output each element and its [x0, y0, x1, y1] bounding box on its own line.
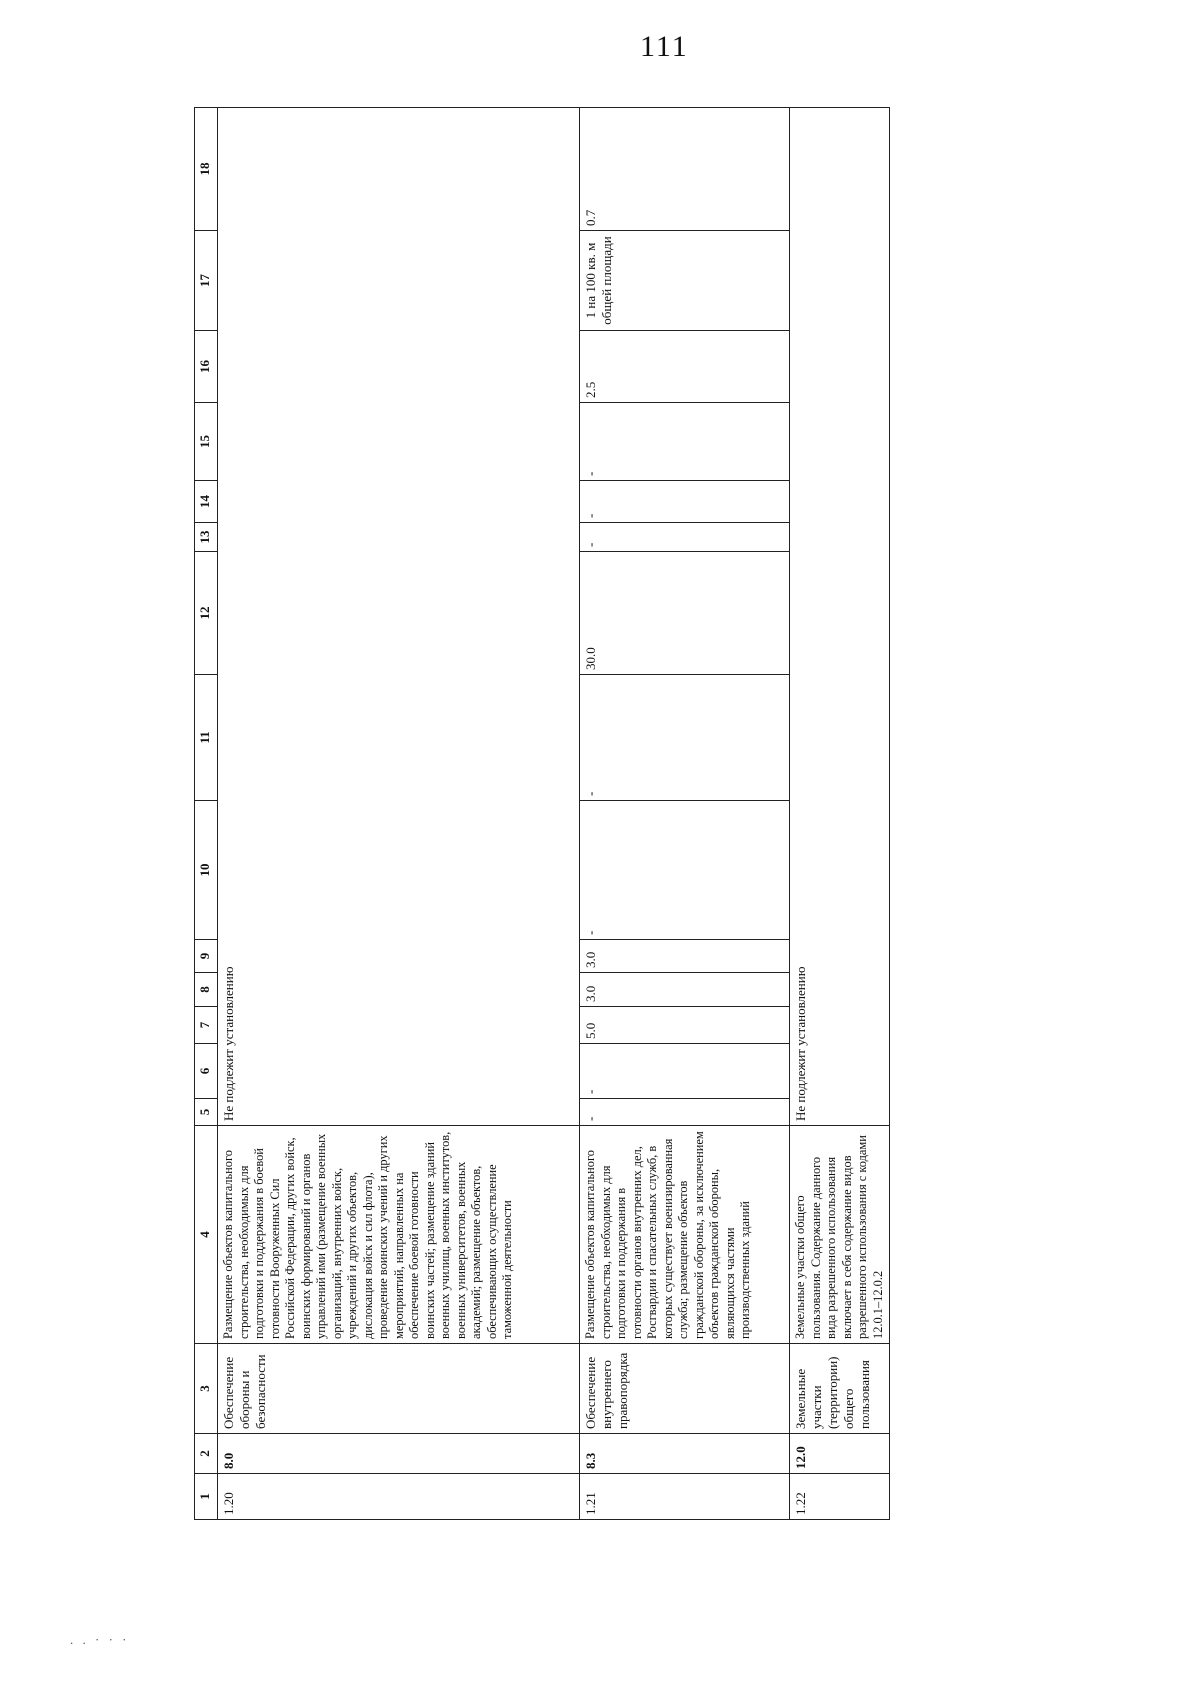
rotated-table-container [194, 108, 885, 1520]
cell-col-10: - [580, 801, 790, 940]
cell-col-12: 30.0 [580, 552, 790, 675]
column-header: 10 [195, 801, 218, 940]
table-row [790, 108, 890, 1520]
regulations-table [194, 107, 890, 1520]
row-number: 1.22 [790, 1474, 890, 1520]
column-header: 5 [195, 1099, 218, 1126]
column-header: 13 [195, 523, 218, 552]
use-code: 8.0 [218, 1434, 580, 1474]
cell-col-9: 3.0 [580, 940, 790, 973]
column-header: 8 [195, 973, 218, 1007]
column-header: 17 [195, 231, 218, 331]
cell-col-15: - [580, 403, 790, 481]
scan-artifact-mark: . . · · · [70, 1632, 130, 1647]
column-header: 11 [195, 675, 218, 801]
column-header: 2 [195, 1434, 218, 1474]
row-number: 1.21 [580, 1474, 790, 1520]
table-row [218, 108, 580, 1520]
cell-col-13: - [580, 523, 790, 552]
not-applicable-note: Не подлежит установлению [218, 108, 580, 1126]
column-header: 6 [195, 1044, 218, 1099]
use-code: 8.3 [580, 1434, 790, 1474]
cell-col-6: - [580, 1044, 790, 1099]
column-header: 12 [195, 552, 218, 675]
table-header-row [195, 108, 218, 1520]
cell-col-7: 5.0 [580, 1007, 790, 1044]
use-description: Размещение объектов капитального строительства, необходимых для подготовки и поддержания в боевой готовности Вооруженных Сил Российской Федерации, других войск, воинских формирований и органов управлений ими (размещение военных организаций, внутренних войск, учреждений и других объектов, дислокация войск и сил флота), проведение воинских учений и других мероприятий, направленных на обеспечение боевой готовности воинских частей; размещение зданий военных училищ, военных институтов, военных университетов, военных академий; размещение объектов, обеспечивающих осуществление таможенной деятельности [218, 1126, 580, 1344]
use-name: Обеспечение внутреннего правопорядка [580, 1344, 790, 1434]
row-number: 1.20 [218, 1474, 580, 1520]
column-header: 15 [195, 403, 218, 481]
use-name: Земельные участки (территории) общего пользования [790, 1344, 890, 1434]
cell-col-5: - [580, 1099, 790, 1126]
not-applicable-note: Не подлежит установлению [790, 108, 890, 1126]
cell-col-8: 3.0 [580, 973, 790, 1007]
column-header: 9 [195, 940, 218, 973]
cell-col-18: 0.7 [580, 108, 790, 231]
column-header: 14 [195, 481, 218, 523]
column-header: 1 [195, 1474, 218, 1520]
page-number: 111 [640, 30, 689, 63]
table-row [580, 108, 790, 1520]
column-header: 18 [195, 108, 218, 231]
cell-col-17: 1 на 100 кв. м общей площади [580, 231, 790, 331]
cell-col-16: 2.5 [580, 331, 790, 403]
use-description: Земельные участки общего пользования. Содержание данного вида разрешенного использования включает в себя содержание видов разрешенного использования с кодами 12.0.1–12.0.2 [790, 1126, 890, 1344]
cell-col-14: - [580, 481, 790, 523]
column-header: 4 [195, 1126, 218, 1344]
use-description: Размещение объектов капитального строительства, необходимых для подготовки и поддержания в готовности органов внутренних дел, Росгвардии и спасательных служб, в которых существует военизированная служба; размещение объектов гражданской обороны, за исключением объектов гражданской обороны, являющихся частями производственных зданий [580, 1126, 790, 1344]
cell-col-11: - [580, 675, 790, 801]
column-header: 16 [195, 331, 218, 403]
column-header: 7 [195, 1007, 218, 1044]
use-code: 12.0 [790, 1434, 890, 1474]
use-name: Обеспечение обороны и безопасности [218, 1344, 580, 1434]
column-header: 3 [195, 1344, 218, 1434]
